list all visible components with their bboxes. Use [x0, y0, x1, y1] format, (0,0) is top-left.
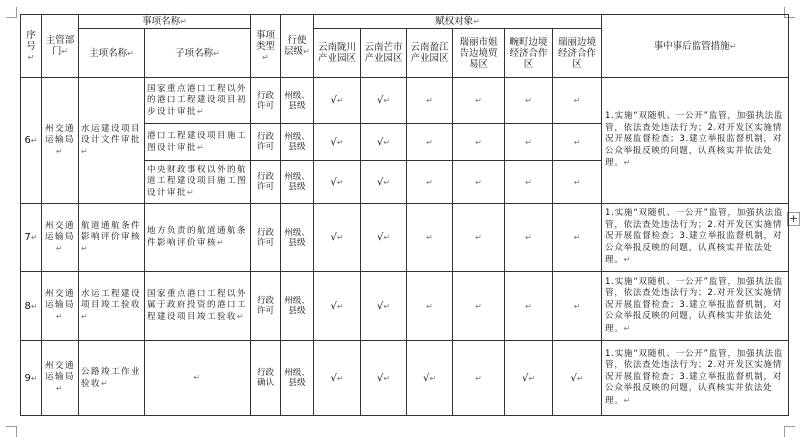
- row-7-level: 州级、县级: [281, 204, 314, 272]
- row-8-check-4: ↵: [453, 272, 505, 341]
- header-object-3: 云南盈江产业园区: [407, 29, 453, 78]
- header-level: 行使层级↵: [281, 15, 314, 78]
- row-7-check-1: √↵: [314, 204, 361, 272]
- row-9-check-3: √↵: [407, 341, 453, 416]
- row-7-sub-item: 地方负责的航道通航条件影响评价审核↵: [145, 204, 251, 272]
- row-6-check-3-3: ↵: [407, 161, 453, 204]
- row-9-sub-item: ↵: [145, 341, 251, 416]
- row-8-main-item: 水运工程建设项目竣工验收↵: [79, 272, 145, 341]
- row-7-main-item: 航道通航条件影响评价审核↵: [79, 204, 145, 272]
- crop-mark-bottom-right: [784, 426, 795, 437]
- row-7-dept: 州交通运输局↵: [42, 204, 79, 272]
- row-7-check-4: ↵: [453, 204, 505, 272]
- row-6-check-1-6: ↵: [553, 78, 602, 124]
- row-8-dept: 州交通运输局↵: [42, 272, 79, 341]
- row-6-check-2-1: √↵: [314, 124, 361, 161]
- row-9-seq: 9↵: [21, 341, 42, 416]
- crop-mark-bottom-left: [6, 426, 17, 437]
- row-6-check-1-5: ↵: [505, 78, 553, 124]
- row-9-check-1: √↵: [314, 341, 361, 416]
- row-6-main-item: 水运建设项目设计文件审批↵: [79, 78, 145, 204]
- header-dept: 主管部门↵: [42, 15, 79, 78]
- row-9-measures: 1.实施“双随机、一公开”监管，加强执法监管，依法查处违法行为；2.对开发区实施情况开展监督检查；3.建立举报监督机制，对公众举报反映的问题，认真核实并依法处理。↵: [602, 341, 789, 416]
- row-8-check-5: ↵: [505, 272, 553, 341]
- row-8-check-1: √↵: [314, 272, 361, 341]
- row-6-check-2-5: ↵: [505, 124, 553, 161]
- row-6-sub-item-3: 中央财政事权以外的航道工程建设项目施工图设计审批↵: [145, 161, 251, 204]
- row-7-check-6: ↵: [553, 204, 602, 272]
- row-6-check-3-4: ↵: [453, 161, 505, 204]
- row-7-measures: 1.实施“双随机、一公开”监管，加强执法监管，依法查处违法行为；2.对开发区实施情况开展监督检查；3.建立举报监督机制，对公众举报反映的问题，认真核实并依法处理。↵: [602, 204, 789, 272]
- row-6-check-2-2: √↵: [361, 124, 407, 161]
- row-6-check-1-4: ↵: [453, 78, 505, 124]
- row-6-type-2: 行政许可: [251, 124, 281, 161]
- row-6-check-1-2: √↵: [361, 78, 407, 124]
- row-9-level: 州级、县级: [281, 341, 314, 416]
- header-main-item: 主项名称↵: [79, 29, 145, 78]
- row-9-check-5: √↵: [505, 341, 553, 416]
- row-7-check-3: ↵: [407, 204, 453, 272]
- row-8-check-2: √↵: [361, 272, 407, 341]
- header-object-2: 云南芒市产业园区: [361, 29, 407, 78]
- row-9-check-4: ↵: [453, 341, 505, 416]
- row-7-check-5: ↵: [505, 204, 553, 272]
- row-6-sub-item-1: 国家重点港口工程以外的港口工程建设项目初步设计审批↵: [145, 78, 251, 124]
- row-8-level: 州级、县级: [281, 272, 314, 341]
- row-8-sub-item: 国家重点港口工程以外属于政府投资的港口工程建设项目竣工验收↵: [145, 272, 251, 341]
- row-8-type: 行政许可: [251, 272, 281, 341]
- table-row: [21, 272, 789, 341]
- header-object-1: 云南陇川产业园区: [314, 29, 361, 78]
- row-9-type: 行政确认: [251, 341, 281, 416]
- row-7-check-2: √↵: [361, 204, 407, 272]
- row-6-seq: 6↵: [21, 78, 42, 204]
- row-6-check-3-2: √↵: [361, 161, 407, 204]
- row-6-dept: 州交通运输局↵: [42, 78, 79, 204]
- row-6-check-2-4: ↵: [453, 124, 505, 161]
- header-item-name: 事项名称↵: [79, 15, 251, 29]
- header-grant-object: 赋权对象↵: [314, 15, 602, 29]
- row-6-check-1-3: ↵: [407, 78, 453, 124]
- row-8-check-3: ↵: [407, 272, 453, 341]
- add-row-button[interactable]: +: [788, 212, 799, 225]
- table-row: [21, 204, 789, 272]
- row-9-main-item: 公路竣工作业验收↵: [79, 341, 145, 416]
- row-8-measures: 1.实施“双随机、一公开”监管，加强执法监管，依法查处违法行为；2.对开发区实施情况开展监督检查；3.建立举报监督机制，对公众举报反映的问题，认真核实并依法处理。↵: [602, 272, 789, 341]
- authority-table: [20, 14, 789, 416]
- row-6-check-2-3: ↵: [407, 124, 453, 161]
- row-6-check-3-5: ↵: [505, 161, 553, 204]
- header-object-5: 畹町边境经济合作区: [505, 29, 553, 78]
- table-row: [21, 78, 789, 124]
- crop-mark-top-left: [6, 7, 17, 18]
- header-seq: 序号↵: [21, 15, 42, 78]
- row-6-sub-item-2: 港口工程建设项目施工图设计审批↵: [145, 124, 251, 161]
- row-6-measures: 1.实施“双随机、一公开”监管，加强执法监管，依法查处违法行为；2.对开发区实施情况开展监督检查；3.建立举报监督机制，对公众举报反映的问题，认真核实并依法处理。↵: [602, 78, 789, 204]
- row-6-type-3: 行政许可: [251, 161, 281, 204]
- row-8-check-6: ↵: [553, 272, 602, 341]
- row-9-check-6: √↵: [553, 341, 602, 416]
- row-6-check-2-6: ↵: [553, 124, 602, 161]
- row-6-check-3-1: √↵: [314, 161, 361, 204]
- row-6-level-1: 州级、县级: [281, 78, 314, 124]
- header-sub-item: 子项名称↵: [145, 29, 251, 78]
- row-9-check-2: √↵: [361, 341, 407, 416]
- row-9-dept: 州交通运输局↵: [42, 341, 79, 416]
- header-object-4: 瑞丽市姐告边境贸易区: [453, 29, 505, 78]
- row-6-check-1-1: √↵: [314, 78, 361, 124]
- row-6-level-3: 州级、县级: [281, 161, 314, 204]
- row-6-type-1: 行政许可: [251, 78, 281, 124]
- header-measures: 事中事后监管措施↵: [602, 15, 789, 78]
- table-row: [21, 341, 789, 416]
- row-6-level-2: 州级、县级: [281, 124, 314, 161]
- row-6-check-3-6: ↵: [553, 161, 602, 204]
- header-object-6: 瑞丽边境经济合作区: [553, 29, 602, 78]
- row-7-seq: 7↵: [21, 204, 42, 272]
- row-8-seq: 8↵: [21, 272, 42, 341]
- header-item-type: 事项类型↵: [251, 15, 281, 78]
- row-7-type: 行政许可: [251, 204, 281, 272]
